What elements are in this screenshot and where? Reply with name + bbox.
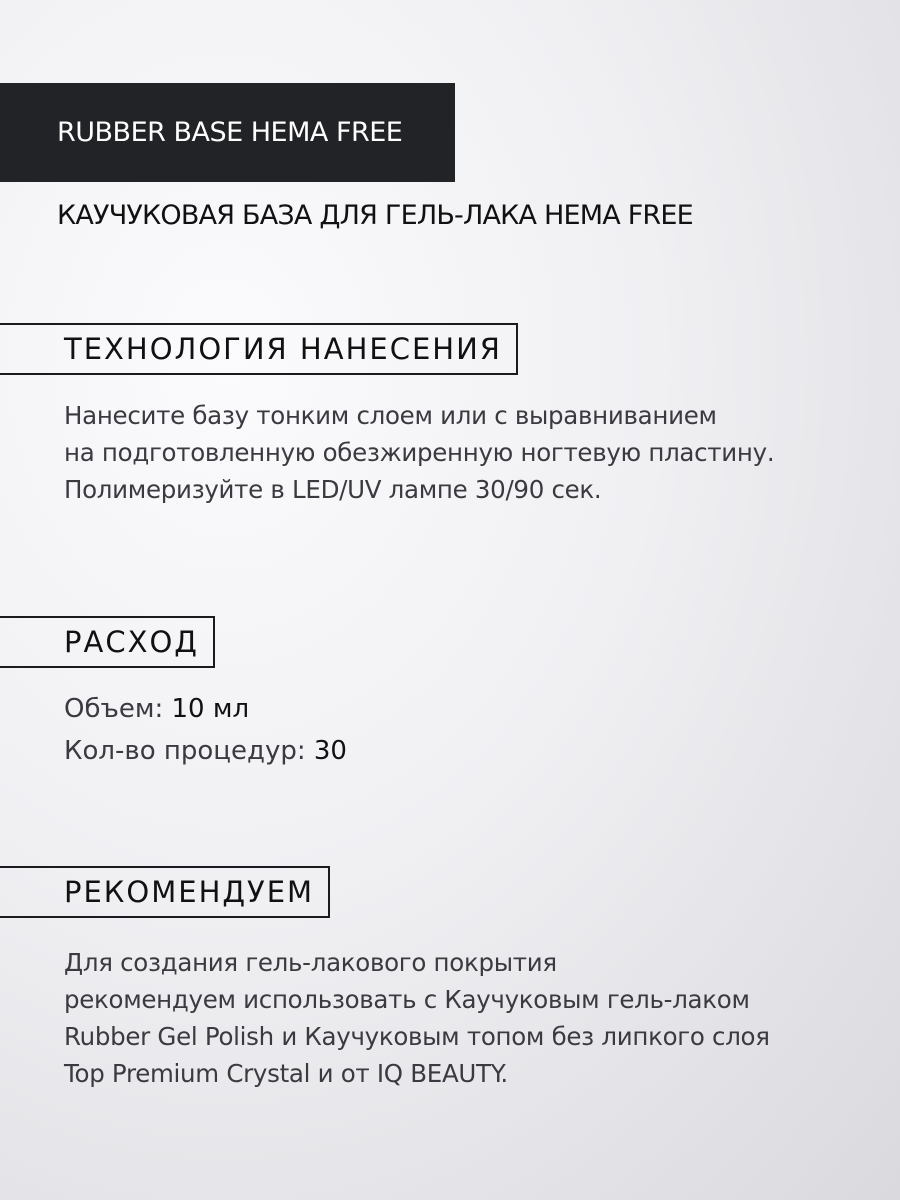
recommend-line: Rubber Gel Polish и Каучуковым топом без липкого слоя <box>64 1022 770 1051</box>
technology-description <box>64 397 774 508</box>
volume-label: Объем: <box>64 694 172 724</box>
section-title-technology: ТЕХНОЛОГИЯ НАНЕСЕНИЯ <box>64 332 502 366</box>
recommend-line: Top Premium Crystal и от IQ BEAUTY. <box>64 1059 508 1088</box>
recommend-line: Для создания гель-лакового покрытия <box>64 948 557 977</box>
consumption-specs <box>64 688 347 772</box>
product-subtitle: КАУЧУКОВАЯ БАЗА ДЛЯ ГЕЛЬ-ЛАКА HEMA FREE <box>57 200 693 231</box>
procedures-label: Кол-во процедур: <box>64 736 314 766</box>
section-header-consumption <box>0 616 215 668</box>
product-title: RUBBER BASE HEMA FREE <box>57 117 403 148</box>
title-banner <box>0 83 455 182</box>
technology-line: Полимеризуйте в LED/UV лампе 30/90 сек. <box>64 475 602 504</box>
section-title-consumption: РАСХОД <box>64 625 199 659</box>
section-title-recommend: РЕКОМЕНДУЕМ <box>64 875 315 909</box>
recommend-description <box>64 944 770 1092</box>
technology-line: на подготовленную обезжиренную ногтевую пластину. <box>64 438 775 467</box>
section-header-recommend <box>0 866 330 918</box>
procedures-row <box>64 730 347 772</box>
technology-line: Нанесите базу тонким слоем или с выравниванием <box>64 401 717 430</box>
section-header-technology <box>0 323 518 375</box>
volume-value: 10 мл <box>171 694 250 724</box>
volume-row <box>64 688 347 730</box>
recommend-line: рекомендуем использовать с Каучуковым гель-лаком <box>64 985 750 1014</box>
procedures-value: 30 <box>313 736 347 766</box>
